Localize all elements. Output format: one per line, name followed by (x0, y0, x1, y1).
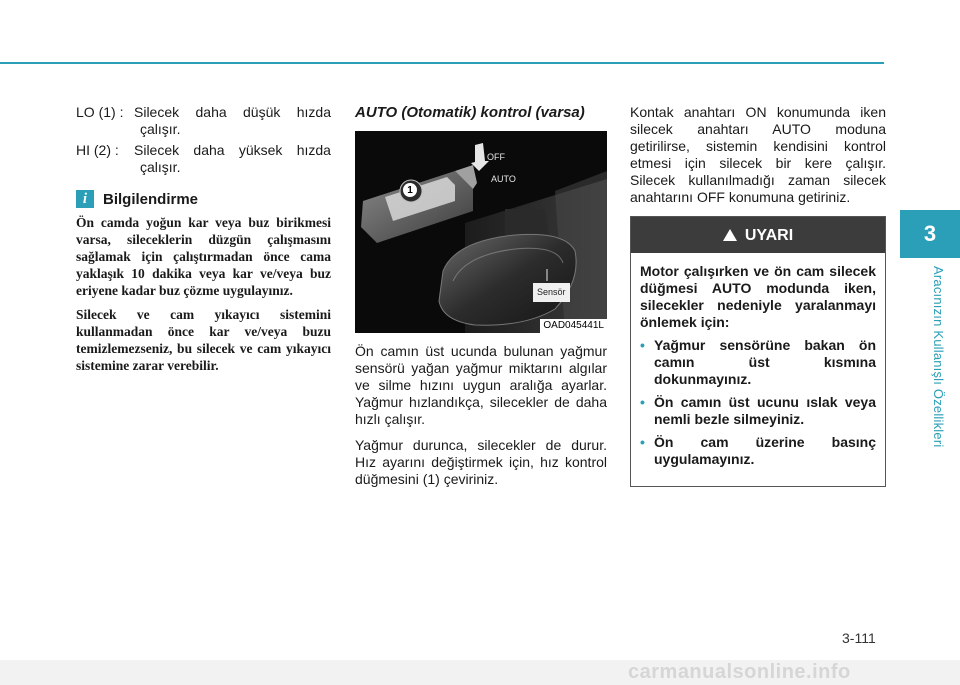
warning-item-text: Ön camın üst ucunu ıslak veya nemli bezle silmeyiniz. (654, 394, 876, 427)
page-number: 3-111 (842, 630, 876, 646)
body-paragraph: Ön camın üst ucunda bulunan yağmur sensörü yağan yağmur miktarını algılar ve silme hızını uygun aralığa ayarlar. Yağmur hızlandıkça, silecekler de daha hızlı çalışır. (355, 343, 607, 427)
bullet-icon: • (640, 337, 645, 353)
column-middle (355, 104, 607, 497)
definition-word: hızda (296, 142, 331, 158)
info-paragraph: Ön camda yoğun kar veya buz birikmesi varsa, sileceklerin düzgün çalışmasını sağlamak için çalıştırmadan önce cama yaklaşık 10 dakika veya kar ve/veya buz eriyene kadar buz çözme uygulayınız. (76, 215, 331, 298)
warning-box (630, 216, 886, 487)
warning-list (640, 337, 876, 468)
warning-item-text: Yağmur sensörüne bakan ön camın üst kısmına dokunmayınız. (654, 337, 876, 387)
definition-word: daha (195, 104, 227, 120)
wiper-sensor-figure (355, 131, 607, 333)
definition-word: Silecek (134, 142, 180, 158)
figure-label-auto: AUTO (491, 174, 516, 184)
header-rule (0, 62, 884, 64)
chapter-number-tab: 3 (900, 210, 960, 258)
definition-hi (76, 142, 331, 176)
definition-line2: çalışır. (140, 121, 181, 137)
definition-line2: çalışır. (140, 159, 181, 175)
definition-key: LO (1) : (76, 104, 124, 120)
warning-title: UYARI (744, 226, 794, 244)
section-title: AUTO (Otomatik) kontrol (varsa) (355, 104, 585, 121)
definition-word: Silecek (134, 104, 180, 120)
body-paragraph: Yağmur durunca, silecekler de durur. Hız ayarını değiştirmek için, hız kontrol düğmesini (1) çeviriniz. (355, 437, 607, 487)
warning-item (640, 337, 876, 388)
footer-watermark: carmanualsonline.info (628, 661, 851, 683)
figure-code: OAD045441L (540, 319, 607, 333)
definition-word: hızda (296, 104, 331, 120)
body-paragraph: Kontak anahtarı ON konumunda iken silecek anahtarı AUTO moduna getirilirse, sistemin kendisini kontrol etmesi için silecek bir kere çalışır. Silecek kullanılmadığı zaman silecek anahtarını OFF konumuna getiriniz. (630, 104, 886, 205)
warning-item-text: Ön cam üzerine basınç uygulamayınız. (654, 434, 876, 467)
warning-triangle-icon (723, 229, 737, 241)
chapter-title: Aracınızın Kullanışlı Özellikleri (931, 266, 946, 448)
definition-key: HI (2) : (76, 142, 119, 158)
bullet-icon: • (640, 394, 645, 410)
column-right (630, 104, 886, 487)
warning-intro: Motor çalışırken ve ön cam silecek düğmesi AUTO modunda iken, silecekler nedeniyle yaralanmayı önlemek için: (640, 263, 876, 330)
bullet-icon: • (640, 434, 645, 450)
warning-item (640, 434, 876, 468)
figure-label-sensor: Sensör (533, 283, 570, 302)
definition-word: daha (193, 142, 225, 158)
definition-word: düşük (243, 104, 281, 120)
callout-marker: 1 (403, 183, 417, 197)
warning-item (640, 394, 876, 428)
info-title: Bilgilendirme (103, 190, 199, 208)
info-heading (76, 190, 331, 208)
definition-value (134, 142, 331, 176)
info-paragraph: Silecek ve cam yıkayıcı sistemini kullanmadan önce kar ve/veya buzu temizlemezseniz, bu silecek ve cam yıkayıcı sistemine zarar verebilir. (76, 307, 331, 373)
definition-word: yüksek (238, 142, 283, 158)
warning-header (631, 217, 885, 253)
definition-lo (76, 104, 331, 138)
definition-value (134, 104, 331, 138)
warning-body (631, 253, 885, 486)
wiper-illustration (355, 131, 607, 333)
column-left (76, 104, 331, 381)
figure-label-off: OFF (487, 152, 505, 162)
info-icon: i (76, 190, 94, 208)
